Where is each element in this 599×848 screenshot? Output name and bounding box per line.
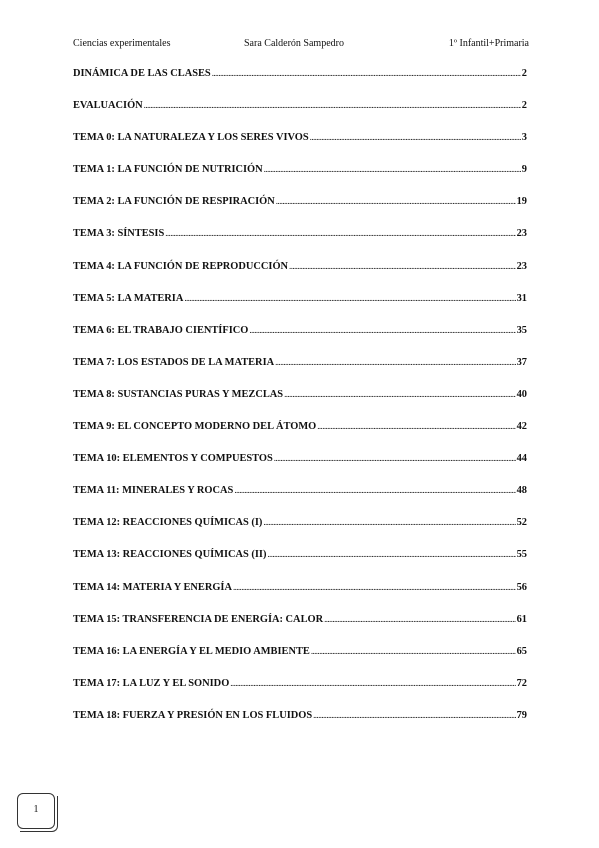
page-header [73,38,529,52]
toc-entry[interactable] [73,646,527,678]
toc-entry-title: TEMA 13: REACCIONES QUÍMICAS (II) [73,549,267,561]
toc-entry-page: 9 [521,164,527,176]
toc-entry-page: 40 [516,388,527,400]
toc-entry-title: TEMA 7: LOS ESTADOS DE LA MATERIA [73,356,275,368]
toc-entry[interactable] [73,164,527,196]
toc-entry-title: TEMA 9: EL CONCEPTO MODERNO DEL ÁTOMO [73,421,317,433]
toc-dot-leader [324,614,516,624]
toc-entry[interactable] [73,678,527,710]
toc-entry-page: 52 [516,517,527,529]
table-of-contents [73,68,527,742]
toc-dot-leader [212,68,521,78]
toc-entry-title: TEMA 14: MATERIA Y ENERGÍA [73,581,232,593]
toc-entry-title: TEMA 0: LA NATURALEZA Y LOS SERES VIVOS [73,132,309,144]
toc-entry-page: 44 [516,453,527,465]
toc-dot-leader [234,485,515,495]
toc-dot-leader [165,228,515,238]
toc-dot-leader [184,293,515,303]
toc-entry[interactable] [73,357,527,389]
toc-entry-title: TEMA 2: LA FUNCIÓN DE RESPIRACIÓN [73,196,275,208]
toc-entry-title: TEMA 16: LA ENERGÍA Y EL MEDIO AMBIENTE [73,645,310,657]
toc-entry-title: TEMA 11: MINERALES Y ROCAS [73,485,234,497]
toc-entry[interactable] [73,261,527,293]
toc-entry-page: 61 [516,613,527,625]
toc-entry-page: 2 [521,68,527,79]
header-course: Ciencias experimentales [73,38,171,49]
toc-entry-title: TEMA 17: LA LUZ Y EL SONIDO [73,677,230,689]
toc-entry-title: TEMA 8: SUSTANCIAS PURAS Y MEZCLAS [73,388,284,400]
toc-entry-title: TEMA 10: ELEMENTOS Y COMPUESTOS [73,453,273,465]
toc-entry[interactable] [73,132,527,164]
toc-entry-page: 31 [516,292,527,304]
toc-entry-page: 55 [516,549,527,561]
toc-entry[interactable] [73,710,527,742]
toc-entry[interactable] [73,389,527,421]
toc-entry[interactable] [73,293,527,325]
toc-entry-title: TEMA 4: LA FUNCIÓN DE REPRODUCCIÓN [73,260,289,272]
toc-entry-title: TEMA 1: LA FUNCIÓN DE NUTRICIÓN [73,164,263,176]
toc-entry-page: 48 [516,485,527,497]
toc-entry-page: 23 [516,260,527,272]
toc-entry-page: 35 [516,324,527,336]
toc-dot-leader [144,100,521,110]
toc-entry[interactable] [73,582,527,614]
toc-entry[interactable] [73,453,527,485]
toc-entry[interactable] [73,325,527,357]
toc-dot-leader [276,196,516,206]
page-number-box [17,793,55,829]
toc-entry-page: 42 [516,421,527,433]
toc-entry[interactable] [73,485,527,517]
page-number: 1 [33,804,39,815]
toc-entry-page: 23 [516,228,527,240]
toc-entry[interactable] [73,68,527,100]
toc-entry-page: 56 [516,581,527,593]
toc-entry-page: 79 [516,709,527,721]
toc-dot-leader [311,646,516,656]
toc-dot-leader [275,357,515,367]
toc-entry-title: TEMA 6: EL TRABAJO CIENTÍFICO [73,324,249,336]
toc-entry-title: TEMA 5: LA MATERIA [73,292,184,304]
toc-entry[interactable] [73,549,527,581]
toc-dot-leader [317,421,515,431]
toc-dot-leader [230,678,515,688]
toc-entry-page: 37 [516,356,527,368]
toc-dot-leader [284,389,516,399]
toc-entry[interactable] [73,421,527,453]
toc-dot-leader [267,549,515,559]
toc-entry-title: TEMA 3: SÍNTESIS [73,228,165,240]
toc-dot-leader [289,261,516,271]
toc-entry[interactable] [73,614,527,646]
toc-dot-leader [233,582,516,592]
toc-dot-leader [310,132,521,142]
toc-entry-title: TEMA 15: TRANSFERENCIA DE ENERGÍA: CALOR [73,613,324,625]
toc-entry-title: EVALUACIÓN [73,100,143,112]
toc-entry-title: DINÁMICA DE LAS CLASES [73,68,211,79]
toc-entry[interactable] [73,196,527,228]
toc-dot-leader [249,325,515,335]
header-author: Sara Calderón Sampedro [244,38,344,49]
toc-entry[interactable] [73,517,527,549]
toc-entry[interactable] [73,228,527,260]
header-grade: 1º Infantil+Primaria [448,38,529,49]
toc-dot-leader [313,710,515,720]
toc-entry[interactable] [73,100,527,132]
toc-entry-title: TEMA 12: REACCIONES QUÍMICAS (I) [73,517,263,529]
toc-dot-leader [264,164,521,174]
toc-entry-title: TEMA 18: FUERZA Y PRESIÓN EN LOS FLUIDOS [73,709,313,721]
toc-entry-page: 19 [516,196,527,208]
toc-entry-page: 2 [521,100,527,112]
toc-dot-leader [263,517,515,527]
toc-entry-page: 72 [516,677,527,689]
toc-entry-page: 65 [516,645,527,657]
toc-dot-leader [274,453,516,463]
toc-entry-page: 3 [521,132,527,144]
